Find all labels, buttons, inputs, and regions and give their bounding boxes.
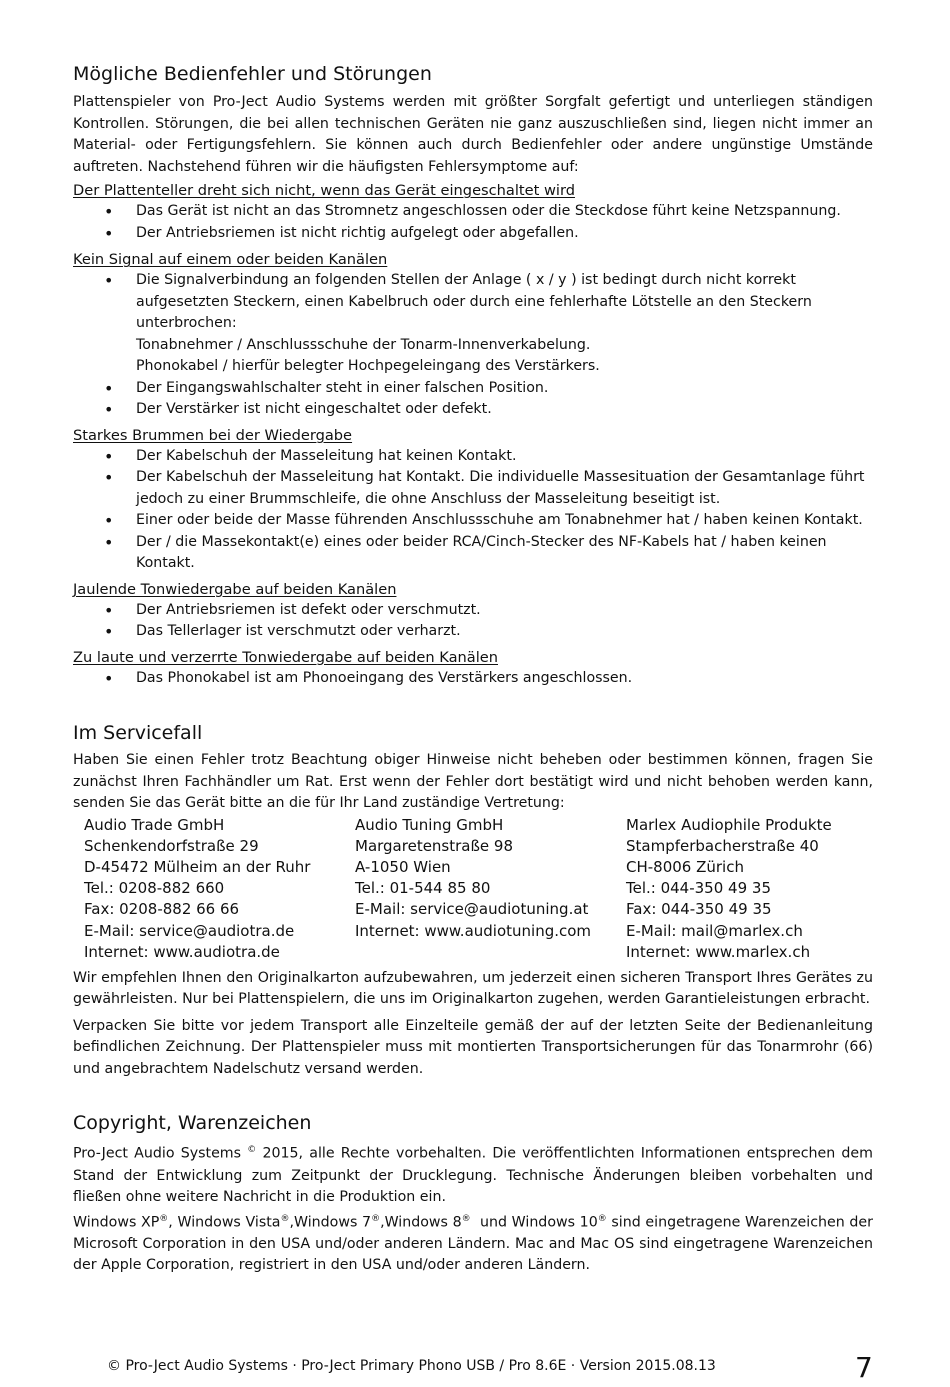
symptom-heading: Starkes Brummen bei der Wiedergabe bbox=[73, 426, 353, 444]
address-line: Marlex Audiophile Produkte bbox=[626, 815, 832, 834]
address-email: E-Mail: service@audiotuning.at bbox=[355, 900, 589, 919]
registered-symbol: ® bbox=[159, 1213, 169, 1224]
list-item: • Der Antriebsriemen ist defekt oder verschmutzt. bbox=[73, 600, 873, 622]
symptom-list bbox=[73, 446, 873, 575]
troubleshooting-intro: Plattenspieler von Pro-Ject Audio Systems werden mit größter Sorgfalt gefertigt und unterliegen ständigen Kontrollen. Störungen, die bei allen technischen Geräten nie ganz auszuschließen sind, liegen nicht immer an Material- oder Fertigungsfehlern. Sie können auch durch Bedienfehler oder andere ungünstige Umstände auftreten. Nachstehend führen wir die häufigsten Fehlersymptome auf: bbox=[73, 94, 873, 175]
trademark-paragraph bbox=[73, 1209, 873, 1277]
address-germany bbox=[84, 815, 355, 963]
address-line: Schenkendorfstraße 29 bbox=[84, 836, 259, 855]
copyright-holder: Pro-Ject Audio Systems bbox=[73, 1146, 242, 1163]
list-item: • Das Phonokabel ist am Phonoeingang des Verstärkers angeschlossen. bbox=[73, 668, 873, 690]
address-line: Audio Tuning GmbH bbox=[355, 815, 504, 834]
address-web: Internet: www.marlex.ch bbox=[626, 942, 811, 961]
address-austria bbox=[355, 815, 626, 963]
list-item: • Das Tellerlager ist verschmutzt oder verharzt. bbox=[73, 621, 873, 643]
list-item bbox=[73, 270, 873, 378]
address-line: Fax: 044-350 49 35 bbox=[626, 900, 772, 919]
address-line: CH-8006 Zürich bbox=[626, 857, 744, 876]
service-paragraph: Wir empfehlen Ihnen den Originalkarton aufzubewahren, um jederzeit einen sicheren Transport Ihres Gerätes zu gewährleisten. Nur bei Plattenspielern, die uns im Originalkarton zugehen, werden Garantieleistungen erbracht. bbox=[73, 969, 873, 1008]
address-switzerland bbox=[626, 815, 832, 963]
registered-symbol: ® bbox=[280, 1213, 290, 1224]
symptom-list bbox=[73, 668, 873, 690]
copyright-text: 2015, alle Rechte vorbehalten. Die veröffentlichten Informationen entsprechen dem Stand der Entwicklung zum Zeitpunkt der Drucklegung. Technische Änderungen bleiben vorbehalten und fließen ohne weitere Nachricht in die Produktion ein. bbox=[73, 1146, 873, 1206]
trademark-text: sind eingetragene Warenzeichen der Microsoft Corporation in den USA und/oder anderen Ländern. Mac and Mac OS sind eingetragene Warenzeichen der Apple Corporation, registriert in den USA und/oder anderen Ländern. bbox=[73, 1214, 873, 1274]
symptom-heading: Zu laute und verzerrte Tonwiedergabe auf beiden Kanälen bbox=[73, 648, 498, 666]
list-item-text: Die Signalverbindung an folgenden Stellen der Anlage ( x / y ) ist bedingt durch nicht korrekt aufgesetzten Steckern, einen Kabelbruch oder durch eine fehlerhafte Lötstelle an den Steckern unterbrochen: bbox=[136, 272, 812, 331]
address-line: Fax: 0208-882 66 66 bbox=[84, 900, 240, 919]
trademark-name: Windows XP bbox=[73, 1214, 160, 1231]
manual-page bbox=[73, 62, 873, 1277]
copyright-paragraph bbox=[73, 1140, 873, 1208]
page-footer: © Pro-Ject Audio Systems · Pro-Ject Primary Phono USB / Pro 8.6E · Version 2015.08.13 bbox=[107, 1358, 716, 1374]
trademark-name: ,Windows 7 bbox=[289, 1214, 372, 1231]
symptom-heading: Kein Signal auf einem oder beiden Kanälen bbox=[73, 251, 388, 268]
symptom-list bbox=[73, 201, 873, 244]
address-web: Internet: www.audiotuning.com bbox=[355, 921, 592, 940]
trademark-name: , Windows Vista bbox=[168, 1214, 281, 1231]
address-email: E-Mail: mail@marlex.ch bbox=[626, 921, 803, 940]
list-item: • Der Antriebsriemen ist nicht richtig aufgelegt oder abgefallen. bbox=[73, 223, 873, 245]
address-line: D-45472 Mülheim an der Ruhr bbox=[84, 857, 311, 876]
trademark-name: ,Windows 8 bbox=[380, 1214, 462, 1231]
page-number: 7 bbox=[855, 1351, 873, 1384]
registered-symbol: ® bbox=[597, 1213, 607, 1224]
copyright-symbol: © bbox=[247, 1145, 257, 1156]
trademark-name: und Windows 10 bbox=[470, 1214, 598, 1231]
address-line: Stampferbacherstraße 40 bbox=[626, 836, 819, 855]
symptom-list bbox=[73, 270, 873, 421]
address-line: Audio Trade GmbH bbox=[84, 815, 225, 834]
address-line: Tel.: 01-544 85 80 bbox=[355, 879, 491, 898]
address-block bbox=[73, 815, 873, 963]
address-web: Internet: www.audiotra.de bbox=[84, 942, 280, 961]
list-item: • Das Gerät ist nicht an das Stromnetz angeschlossen oder die Steckdose führt keine Netzspannung. bbox=[73, 201, 873, 223]
registered-symbol: ® bbox=[371, 1213, 381, 1224]
address-line: A-1050 Wien bbox=[355, 857, 451, 876]
list-item: • Einer oder beide der Masse führenden Anschlussschuhe am Tonabnehmer hat / haben keinen Kontakt. bbox=[73, 510, 873, 532]
list-item: • Der Kabelschuh der Masseleitung hat keinen Kontakt. bbox=[73, 446, 873, 468]
symptom-list bbox=[73, 600, 873, 643]
service-paragraph: Verpacken Sie bitte vor jedem Transport alle Einzelteile gemäß der auf der letzten Seite der Bedienanleitung befindlichen Zeichnung. Der Plattenspieler muss mit montierten Transportsicherungen für das Tonarmrohr (66) und angebrachtem Nadelschutz versand werden. bbox=[73, 1017, 873, 1077]
registered-symbol: ® bbox=[461, 1213, 471, 1224]
list-item: • Der Eingangswahlschalter steht in einer falschen Position. bbox=[73, 378, 873, 400]
list-item: • Der Verstärker ist nicht eingeschaltet oder defekt. bbox=[73, 399, 873, 421]
address-line: Tel.: 044-350 49 35 bbox=[626, 879, 771, 898]
section-title-service: Im Servicefall bbox=[73, 722, 203, 744]
symptom-heading: Jaulende Tonwiedergabe auf beiden Kanälen bbox=[73, 580, 397, 598]
address-email: E-Mail: service@audiotra.de bbox=[84, 921, 295, 940]
symptom-heading: Der Plattenteller dreht sich nicht, wenn das Gerät eingeschaltet wird bbox=[73, 182, 575, 199]
address-line: Margaretenstraße 98 bbox=[355, 836, 514, 855]
service-paragraph: Haben Sie einen Fehler trotz Beachtung obiger Hinweise nicht beheben oder bestimmen können, fragen Sie zunächst Ihren Fachhändler um Rat. Erst wenn der Fehler dort bestätigt wird und nicht behoben werden kann, senden Sie das Gerät bitte an die für Ihr Land zuständige Vertretung: bbox=[73, 752, 873, 811]
section-title-copyright: Copyright, Warenzeichen bbox=[73, 1112, 312, 1135]
section-title-troubleshooting: Mögliche Bedienfehler und Störungen bbox=[73, 63, 432, 85]
list-item-subline: Phonokabel / hierfür belegter Hochpegeleingang des Verstärkers. bbox=[136, 358, 600, 374]
list-item-subline: Tonabnehmer / Anschlussschuhe der Tonarm-Innenverkabelung. bbox=[136, 336, 591, 353]
address-line: Tel.: 0208-882 660 bbox=[84, 879, 225, 898]
list-item: • Der / die Massekontakt(e) eines oder beider RCA/Cinch-Stecker des NF-Kabels hat / haben keinen Kontakt. bbox=[73, 532, 873, 575]
list-item: • Der Kabelschuh der Masseleitung hat Kontakt. Die individuelle Massesituation der Gesamtanlage führt jedoch zu einer Brummschleife, die ohne Anschluss der Masseleitung beseitigt ist. bbox=[73, 467, 873, 510]
